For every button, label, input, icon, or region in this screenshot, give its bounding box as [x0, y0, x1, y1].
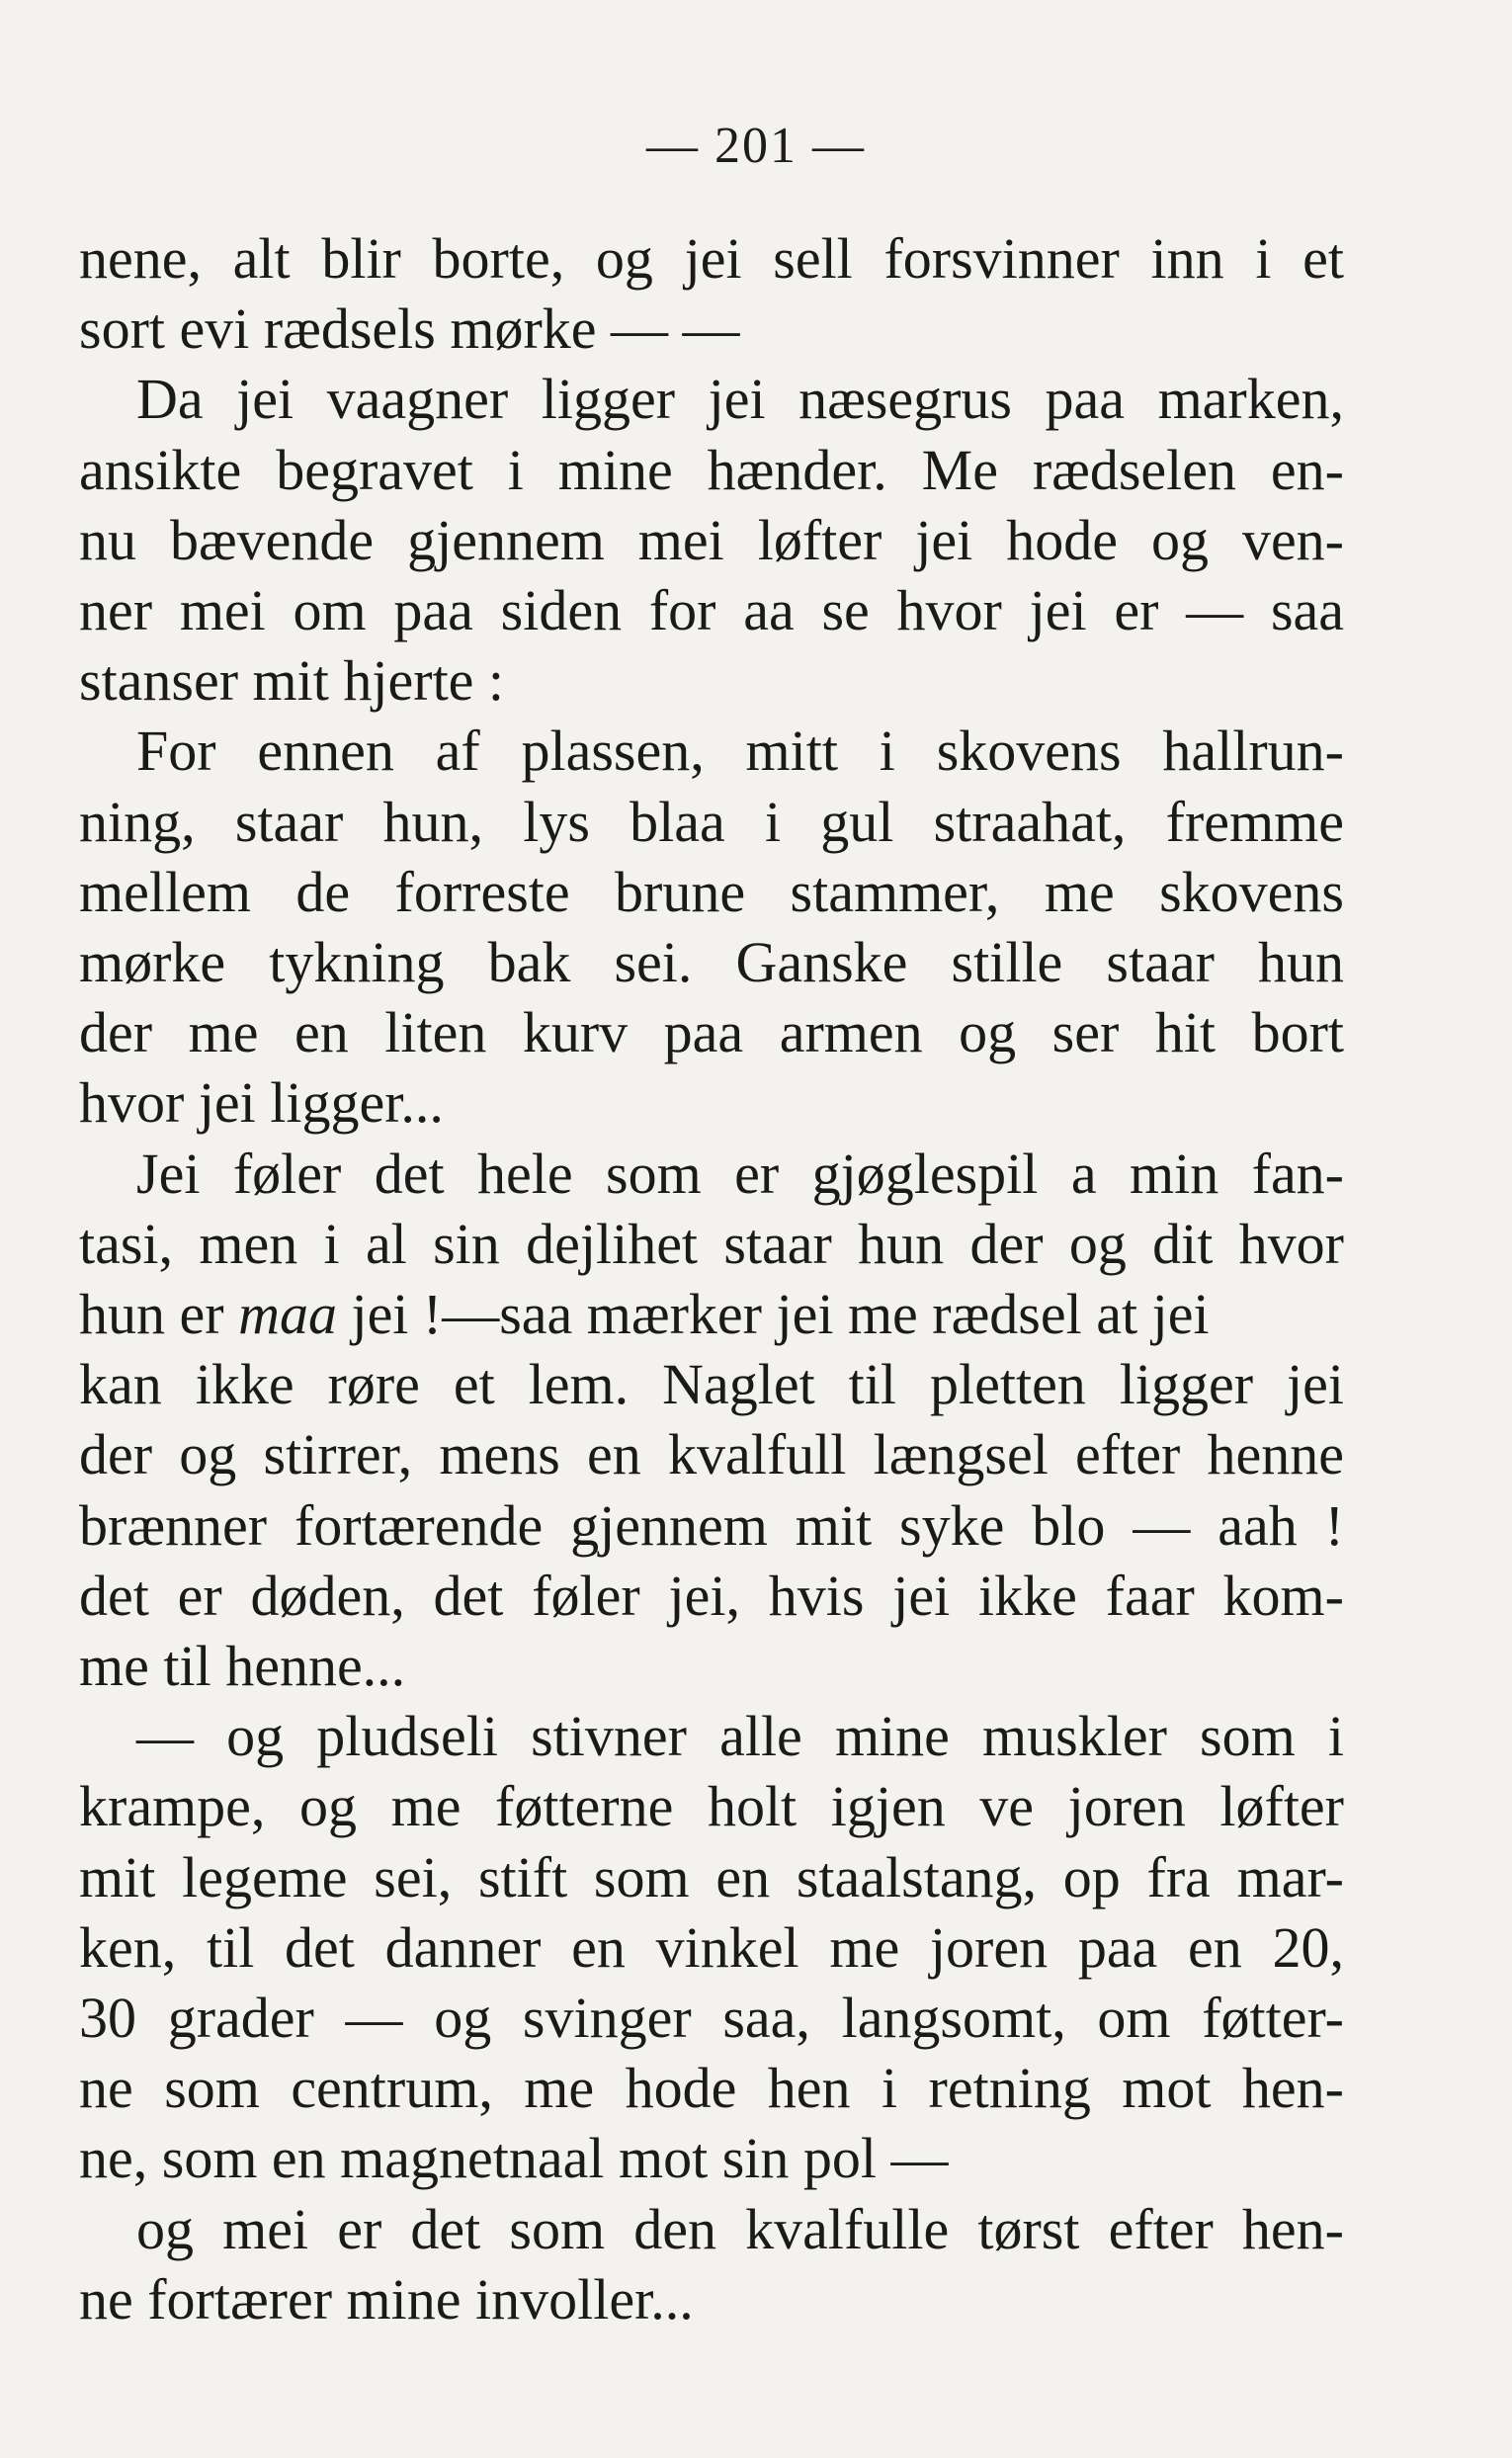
page-number: — 201 — — [646, 118, 866, 174]
text-line: og mei er det som den kvalfulle tørst efter hen- — [136, 2196, 1344, 2261]
text-segment: jei !—saa mærker jei me rædsel at jei — [351, 1282, 1210, 1347]
text-line: For ennen af plassen, mitt i skovens hallrun- — [136, 719, 1344, 784]
text-line: ne fortærer mine involler... — [79, 2266, 694, 2331]
text-line: ne som centrum, me hode hen i retning mot hen- — [79, 2056, 1344, 2121]
text-line: hvor jei ligger... — [79, 1070, 444, 1136]
text-line: Jei føler det hele som er gjøglespil a min fan- — [136, 1141, 1344, 1206]
text-line-with-italic — [79, 1279, 1344, 1349]
text-line: kan ikke røre et lem. Naglet til pletten ligger jei — [79, 1352, 1344, 1417]
text-line: der og stirrer, mens en kvalfull længsel efter henne — [79, 1422, 1344, 1487]
text-line: ne, som en magnetnaal mot sin pol — — [79, 2126, 949, 2191]
text-line: sort evi rædsels mørke — — — [79, 297, 740, 362]
text-line: tasi, men i al sin dejlihet staar hun der og dit hvor — [79, 1211, 1344, 1276]
text-segment: hun er — [79, 1282, 224, 1347]
text-line: krampe, og me føtterne holt igjen ve joren løfter — [79, 1774, 1344, 1839]
text-line: ning, staar hun, lys blaa i gul straahat, fremme — [79, 789, 1344, 854]
text-line: mit legeme sei, stift som en staalstang, op fra mar- — [79, 1844, 1344, 1909]
text-line: ansikte begravet i mine hænder. Me rædselen en- — [79, 437, 1344, 502]
text-line: nene, alt blir borte, og jei sell forsvinner inn i et — [79, 226, 1344, 291]
text-line: — og pludseli stivner alle mine muskler som i — [136, 1704, 1344, 1769]
text-line: mørke tykning bak sei. Ganske stille staar hun — [79, 930, 1344, 995]
text-line: brænner fortærende gjennem mit syke blo — aah ! — [79, 1492, 1344, 1558]
text-line: nu bævende gjennem mei løfter jei hode og ven- — [79, 507, 1344, 572]
body-text — [79, 223, 1344, 2334]
text-line: mellem de forreste brune stammer, me skovens — [79, 859, 1344, 924]
text-line: me til henne... — [79, 1634, 406, 1699]
text-line: 30 grader — og svinger saa, langsomt, om føtter- — [79, 1986, 1344, 2051]
text-line: det er døden, det føler jei, hvis jei ikke faar kom- — [79, 1563, 1344, 1628]
text-line: Da jei vaagner ligger jei næsegrus paa marken, — [136, 367, 1344, 432]
text-line: stanser mit hjerte : — [79, 648, 505, 714]
text-line: ner mei om paa siden for aa se hvor jei er — saa — [79, 578, 1344, 643]
italic-word: maa — [238, 1282, 337, 1347]
text-line: der me en liten kurv paa armen og ser hit bort — [79, 1000, 1344, 1065]
text-line: ken, til det danner en vinkel me joren paa en 20, — [79, 1914, 1344, 1980]
